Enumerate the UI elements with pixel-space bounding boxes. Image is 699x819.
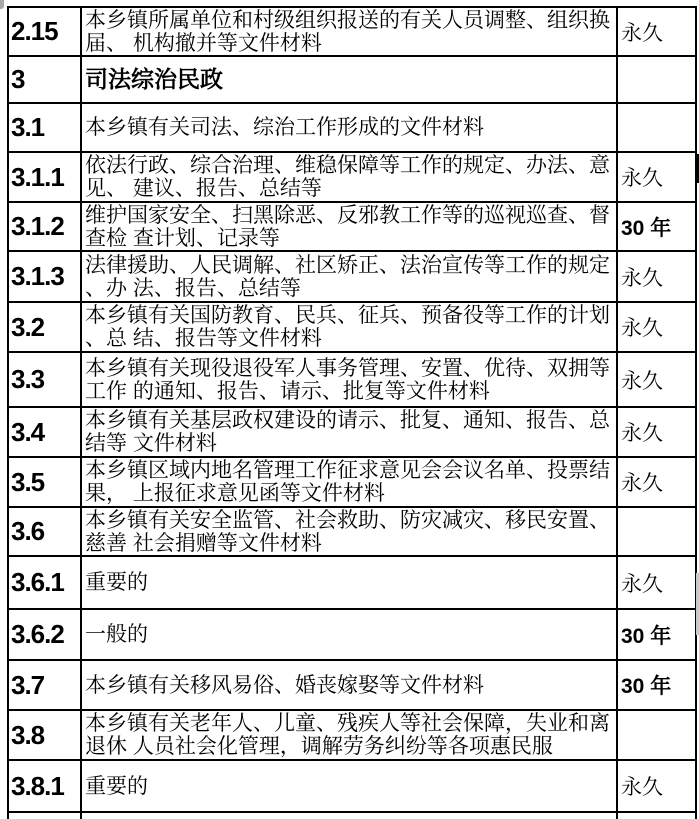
table-row xyxy=(8,457,696,507)
item-number-cell: 3.1.1 xyxy=(8,152,81,202)
item-description-cell: 本乡镇有关司法、综治工作形成的文件材料 xyxy=(81,103,617,152)
retention-period-cell xyxy=(617,507,696,556)
retention-period-cell: 永久 xyxy=(617,302,696,352)
item-description-cell: 重要的 xyxy=(81,556,617,609)
table-row xyxy=(8,251,696,302)
table-row xyxy=(8,407,696,457)
retention-period-cell: 30 年 xyxy=(617,202,696,251)
retention-period-cell xyxy=(617,56,696,103)
table-row xyxy=(8,352,696,407)
retention-period-cell: 永久 xyxy=(617,7,696,56)
section-header-cell: 司法综治民政 xyxy=(81,56,617,103)
item-number-cell: 3.6.1 xyxy=(8,556,81,609)
item-description-cell xyxy=(81,812,617,819)
table-row xyxy=(8,103,696,152)
retention-period-cell: 永久 xyxy=(617,457,696,507)
item-description-cell: 本乡镇有关现役退役军人事务管理、安置、优待、双拥等工作 的通知、报告、请示、批复等文件材料 xyxy=(81,352,617,407)
retention-period-cell: 永久 xyxy=(617,152,696,202)
table-row xyxy=(8,660,696,710)
retention-period-cell xyxy=(617,710,696,760)
table-row xyxy=(8,152,696,202)
retention-period-cell: 30 年 xyxy=(617,660,696,710)
item-number-cell: 3.8 xyxy=(8,710,81,760)
item-number-cell xyxy=(8,812,81,819)
item-description-cell: 一般的 xyxy=(81,609,617,660)
retention-period-cell: 永久 xyxy=(617,251,696,302)
table-row xyxy=(8,609,696,660)
table-row xyxy=(8,710,696,760)
retention-period-cell: 永久 xyxy=(617,760,696,812)
item-description-cell: 本乡镇所属单位和村级组织报送的有关人员调整、组织换届、 机构撤并等文件材料 xyxy=(81,7,617,56)
table-row xyxy=(8,302,696,352)
retention-period-cell xyxy=(617,103,696,152)
item-description-cell: 本乡镇有关安全监管、社会救助、防灾减灾、移民安置、慈善 社会捐赠等文件材料 xyxy=(81,507,617,556)
item-number-cell: 3.1.2 xyxy=(8,202,81,251)
retention-period-cell: 30 年 xyxy=(617,609,696,660)
table-row xyxy=(8,7,696,56)
item-number-cell: 2.15 xyxy=(8,7,81,56)
item-number-cell: 3.6.2 xyxy=(8,609,81,660)
retention-period-cell: 永久 xyxy=(617,407,696,457)
item-description-cell: 本乡镇有关老年人、儿童、残疾人等社会保障，失业和离退休 人员社会化管理，调解劳务纠纷等各项惠民服 xyxy=(81,710,617,760)
item-description-cell: 维护国家安全、扫黑除恶、反邪教工作等的巡视巡查、督查检 查计划、记录等 xyxy=(81,202,617,251)
retention-period-cell xyxy=(617,812,696,819)
item-number-cell: 3.8.1 xyxy=(8,760,81,812)
item-description-cell: 重要的 xyxy=(81,760,617,812)
item-description-cell: 依法行政、综合治理、维稳保障等工作的规定、办法、意见、 建议、报告、总结等 xyxy=(81,152,617,202)
table-row-partial xyxy=(8,812,696,819)
corner-ui-fragment xyxy=(0,0,4,9)
item-number-cell: 3.1.3 xyxy=(8,251,81,302)
item-number-cell: 3 xyxy=(8,56,81,103)
retention-period-cell: 永久 xyxy=(617,556,696,609)
table-row xyxy=(8,56,696,103)
item-number-cell: 3.6 xyxy=(8,507,81,556)
table-row xyxy=(8,760,696,812)
item-description-cell: 本乡镇区域内地名管理工作征求意见会会议名单、投票结果， 上报征求意见函等文件材料 xyxy=(81,457,617,507)
retention-period-cell: 永久 xyxy=(617,352,696,407)
item-description-cell: 本乡镇有关基层政权建设的请示、批复、通知、报告、总结等 文件材料 xyxy=(81,407,617,457)
item-number-cell: 3.5 xyxy=(8,457,81,507)
scrollbar-thumb-fragment[interactable] xyxy=(695,154,699,183)
item-number-cell: 3.2 xyxy=(8,302,81,352)
item-description-cell: 本乡镇有关国防教育、民兵、征兵、预备役等工作的计划、总 结、报告等文件材料 xyxy=(81,302,617,352)
table-row xyxy=(8,556,696,609)
retention-schedule-table xyxy=(7,6,697,819)
item-number-cell: 3.4 xyxy=(8,407,81,457)
table-row xyxy=(8,202,696,251)
item-description-cell: 法律援助、人民调解、社区矫正、法治宣传等工作的规定、办 法、报告、总结等 xyxy=(81,251,617,302)
item-number-cell: 3.1 xyxy=(8,103,81,152)
table-row xyxy=(8,507,696,556)
item-description-cell: 本乡镇有关移风易俗、婚丧嫁娶等文件材料 xyxy=(81,660,617,710)
item-number-cell: 3.3 xyxy=(8,352,81,407)
item-number-cell: 3.7 xyxy=(8,660,81,710)
